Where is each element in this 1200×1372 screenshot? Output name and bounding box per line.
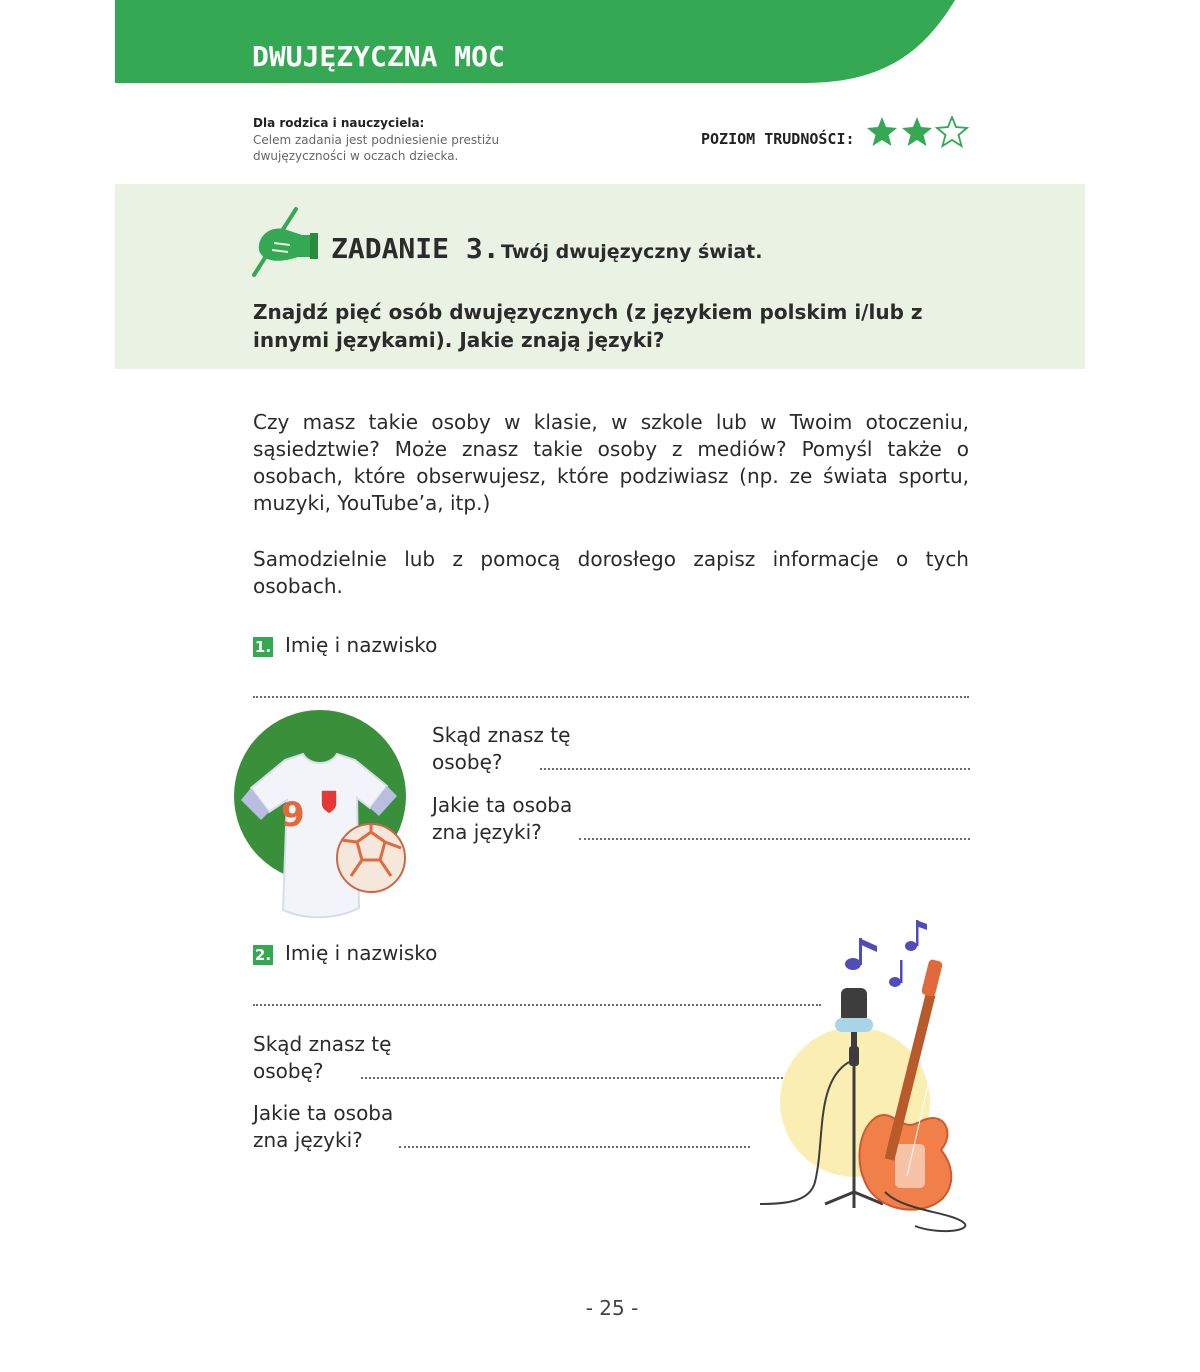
header-title: DWUJĘZYCZNA MOC [252,40,505,73]
star-filled-icon [902,117,932,146]
difficulty-label: POZIOM TRUDNOŚCI: [701,130,855,148]
football-shirt-illustration [225,708,415,923]
question-languages-line2: zna języki? [432,820,542,844]
parent-note-label: Dla rodzica i nauczyciela: [253,116,425,130]
source-answer-line[interactable] [540,768,970,770]
task-question: Znajdź pięć osób dwujęzycznych (z językiem polskim i/lub z innymi językami). Jakie znają języki? [253,300,923,352]
item-name-label: Imię i nazwisko [285,633,438,657]
star-filled-icon [867,117,897,146]
question-languages-line1: Jakie ta osoba [253,1101,394,1125]
writing-hand-icon [250,205,322,277]
svg-text:9: 9 [281,795,305,835]
question-source-line1: Skąd znasz tę [432,723,571,747]
parent-note-text: Celem zadania jest podniesienie prestiżu dwujęzyczności w oczach dziecka. [253,133,500,163]
name-answer-line[interactable] [253,696,969,698]
task-number: ZADANIE 3. [331,232,500,265]
item-number-badge: 1. [254,638,272,656]
task-title: Twój dwujęzyczny świat. [501,241,763,263]
item-number-badge: 2. [254,946,272,964]
name-answer-line[interactable] [253,1004,821,1006]
question-source-line1: Skąd znasz tę [253,1032,392,1056]
source-answer-line[interactable] [361,1077,791,1079]
star-empty-icon [937,117,967,146]
question-languages-line2: zna języki? [253,1128,363,1152]
question-languages-line1: Jakie ta osoba [432,793,573,817]
item-name-label: Imię i nazwisko [285,941,438,965]
question-source-line2: osobę? [253,1059,324,1083]
page-number: - 25 - [585,1296,639,1320]
question-source-line2: osobę? [432,750,503,774]
instruction-paragraph-1: Czy masz takie osoby w klasie, w szkole lub w Twoim otoczeniu, sąsiedztwie? Może znasz takie osoby z mediów? Pomyśl także o osobach, które obserwujesz, które podziwiasz (np. ze świata sportu, muzyki, YouTube’a, itp.) [253,410,969,515]
instruction-paragraph-2: Samodzielnie lub z pomocą dorosłego zapisz informacje o tych osobach. [253,547,969,598]
languages-answer-line[interactable] [399,1146,750,1148]
difficulty-stars [866,116,972,148]
guitar-microphone-illustration [755,912,975,1238]
languages-answer-line[interactable] [579,838,970,840]
